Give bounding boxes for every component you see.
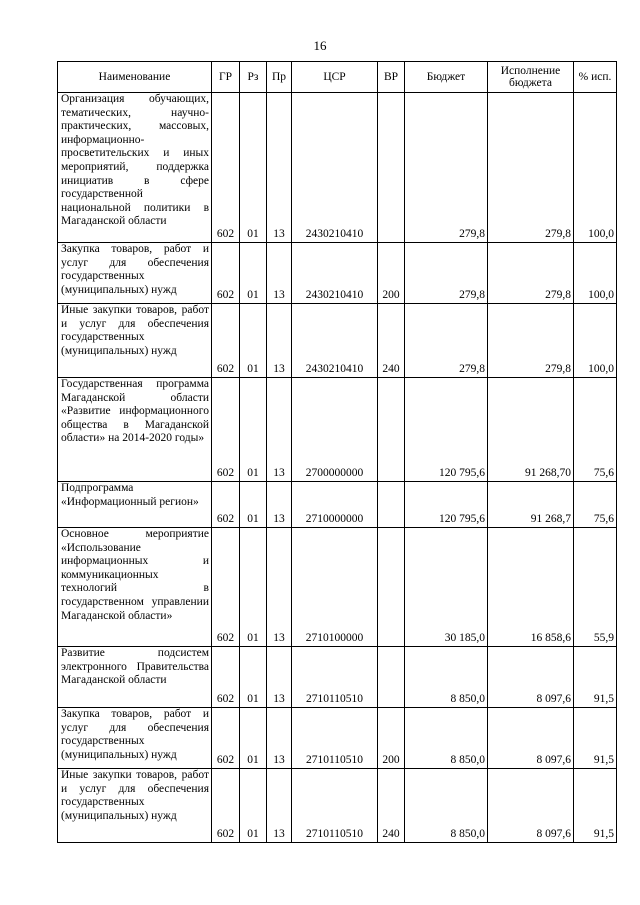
- row-gr: 602: [212, 708, 240, 769]
- row-gr: 602: [212, 304, 240, 378]
- row-name: Подпрограмма «Информационный регион»: [58, 482, 212, 528]
- row-name: Закупка товаров, работ и услуг для обеспечения государственных (муниципальных) нужд: [58, 708, 212, 769]
- table-row: [58, 708, 617, 769]
- row-rz: 01: [240, 528, 267, 647]
- table-row: [58, 482, 617, 528]
- table-header: [58, 62, 617, 93]
- row-vr: 200: [378, 243, 405, 304]
- row-execution: 8 097,6: [488, 647, 574, 708]
- table-row: [58, 769, 617, 843]
- row-gr: 602: [212, 528, 240, 647]
- row-rz: 01: [240, 482, 267, 528]
- row-gr: 602: [212, 93, 240, 243]
- row-rz: 01: [240, 304, 267, 378]
- table-body: [58, 93, 617, 843]
- row-budget: 120 795,6: [405, 482, 488, 528]
- row-csr: 2430210410: [292, 304, 378, 378]
- row-percent: 75,6: [574, 482, 617, 528]
- row-rz: 01: [240, 378, 267, 482]
- row-gr: 602: [212, 378, 240, 482]
- header-gr: ГР: [212, 62, 240, 93]
- row-execution: 279,8: [488, 93, 574, 243]
- table-row: [58, 378, 617, 482]
- row-name: Организация обучающих, тематических, научно-практических, массовых, информационно-просветительских и иных мероприятий, поддержка инициатив в сфере государственной национальной политики в Магаданской области: [58, 93, 212, 243]
- row-pr: 13: [267, 482, 292, 528]
- row-name: Развитие подсистем электронного Правительства Магаданской области: [58, 647, 212, 708]
- row-csr: 2430210410: [292, 93, 378, 243]
- row-csr: 2700000000: [292, 378, 378, 482]
- row-gr: 602: [212, 243, 240, 304]
- row-csr: 2710100000: [292, 528, 378, 647]
- row-percent: 100,0: [574, 93, 617, 243]
- header-pr: Пр: [267, 62, 292, 93]
- header-row: [58, 62, 617, 93]
- row-csr: 2430210410: [292, 243, 378, 304]
- row-pr: 13: [267, 304, 292, 378]
- row-name: Государственная программа Магаданской области «Развитие информационного общества в Магаданской области» на 2014-2020 годы»: [58, 378, 212, 482]
- header-csr: ЦСР: [292, 62, 378, 93]
- row-pr: 13: [267, 528, 292, 647]
- row-percent: 100,0: [574, 304, 617, 378]
- row-budget: 8 850,0: [405, 769, 488, 843]
- table-row: [58, 304, 617, 378]
- row-pr: 13: [267, 708, 292, 769]
- row-pr: 13: [267, 243, 292, 304]
- row-rz: 01: [240, 708, 267, 769]
- row-gr: 602: [212, 769, 240, 843]
- row-vr: 240: [378, 769, 405, 843]
- row-gr: 602: [212, 647, 240, 708]
- row-name: Основное мероприятие «Использование информационных и коммуникационных технологий в государственном управлении Магаданской области»: [58, 528, 212, 647]
- row-csr: 2710110510: [292, 647, 378, 708]
- table-row: [58, 243, 617, 304]
- row-execution: 91 268,7: [488, 482, 574, 528]
- row-vr: 240: [378, 304, 405, 378]
- row-rz: 01: [240, 647, 267, 708]
- budget-table: [57, 61, 617, 843]
- row-name: Иные закупки товаров, работ и услуг для обеспечения государственных (муниципальных) нужд: [58, 304, 212, 378]
- row-budget: 8 850,0: [405, 708, 488, 769]
- row-execution: 8 097,6: [488, 708, 574, 769]
- row-vr: [378, 378, 405, 482]
- header-rz: Рз: [240, 62, 267, 93]
- header-vr: ВР: [378, 62, 405, 93]
- row-budget: 30 185,0: [405, 528, 488, 647]
- row-vr: [378, 482, 405, 528]
- row-vr: [378, 647, 405, 708]
- row-rz: 01: [240, 243, 267, 304]
- row-rz: 01: [240, 769, 267, 843]
- row-execution: 279,8: [488, 304, 574, 378]
- row-csr: 2710000000: [292, 482, 378, 528]
- row-pr: 13: [267, 769, 292, 843]
- row-percent: 75,6: [574, 378, 617, 482]
- row-name: Иные закупки товаров, работ и услуг для обеспечения государственных (муниципальных) нужд: [58, 769, 212, 843]
- header-execution: Исполнение бюджета: [488, 62, 574, 93]
- row-execution: 279,8: [488, 243, 574, 304]
- row-pr: 13: [267, 647, 292, 708]
- table-row: [58, 93, 617, 243]
- row-budget: 279,8: [405, 93, 488, 243]
- row-execution: 16 858,6: [488, 528, 574, 647]
- row-vr: [378, 528, 405, 647]
- row-percent: 91,5: [574, 769, 617, 843]
- row-pr: 13: [267, 378, 292, 482]
- page-number: 16: [313, 38, 327, 53]
- row-percent: 91,5: [574, 708, 617, 769]
- row-percent: 100,0: [574, 243, 617, 304]
- row-percent: 91,5: [574, 647, 617, 708]
- row-budget: 279,8: [405, 243, 488, 304]
- row-csr: 2710110510: [292, 769, 378, 843]
- row-rz: 01: [240, 93, 267, 243]
- row-vr: 200: [378, 708, 405, 769]
- row-execution: 91 268,70: [488, 378, 574, 482]
- row-budget: 120 795,6: [405, 378, 488, 482]
- row-percent: 55,9: [574, 528, 617, 647]
- row-execution: 8 097,6: [488, 769, 574, 843]
- row-budget: 8 850,0: [405, 647, 488, 708]
- row-gr: 602: [212, 482, 240, 528]
- header-percent: % исп.: [574, 62, 617, 93]
- header-name: Наименование: [58, 62, 212, 93]
- row-pr: 13: [267, 93, 292, 243]
- row-budget: 279,8: [405, 304, 488, 378]
- header-budget: Бюджет: [405, 62, 488, 93]
- table-row: [58, 647, 617, 708]
- table-row: [58, 528, 617, 647]
- row-csr: 2710110510: [292, 708, 378, 769]
- row-name: Закупка товаров, работ и услуг для обеспечения государственных (муниципальных) нужд: [58, 243, 212, 304]
- row-vr: [378, 93, 405, 243]
